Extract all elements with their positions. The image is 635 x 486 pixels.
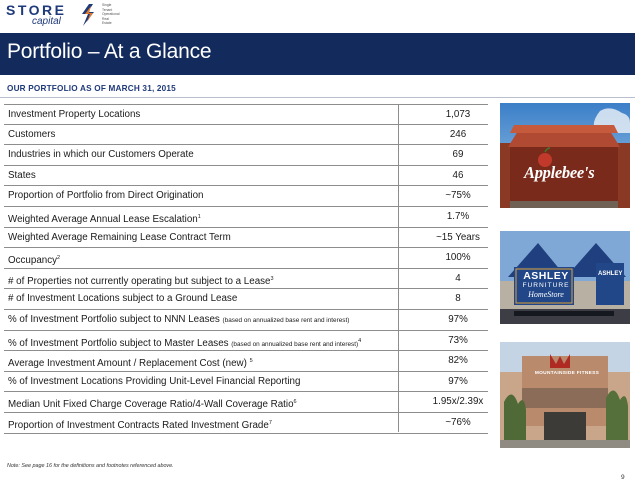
table-row	[4, 392, 488, 413]
row-label: # of Investment Locations subject to a Ground Lease	[8, 293, 238, 305]
logo-tagline: Single Tenant Operational Real Estate	[102, 3, 120, 26]
row-value: ~76%	[445, 416, 471, 428]
row-value: ~15 Years	[436, 231, 480, 243]
row-value: 69	[452, 149, 464, 161]
row-label: Occupancy$^2$	[8, 255, 61, 267]
logo-text-store: STORE	[6, 2, 67, 18]
table-row	[4, 104, 488, 125]
row-label: Median Unit Fixed Charge Coverage Ratio/4-Wall Coverage Ratio$^6$	[8, 399, 297, 411]
row-label: % of Investment Portfolio subject to Master Leases (based on annualized base rent and interest)$^4$	[8, 337, 362, 349]
row-value: 4	[455, 272, 461, 284]
table-row	[4, 166, 488, 187]
footnote: Note: See page 16 for the definitions and footnotes referenced above.	[7, 463, 174, 469]
row-value: 1,073	[445, 109, 471, 120]
table-row	[4, 145, 488, 166]
row-value: 97%	[448, 313, 468, 325]
logo-mark-icon	[79, 3, 97, 27]
applebees-sign-text: Applebee's	[524, 163, 595, 182]
page-title: Portfolio – At a Glance	[7, 40, 212, 63]
ashley-sign-line2: FURNITURE	[522, 282, 570, 289]
row-value: 82%	[448, 355, 468, 367]
table-row	[4, 289, 488, 310]
row-label: Investment Property Locations	[8, 109, 141, 120]
row-value: 1.95x/2.39x	[432, 396, 484, 408]
page-number: 9	[621, 474, 625, 481]
row-value: ~75%	[445, 190, 471, 202]
table-row	[4, 186, 488, 207]
section-subtitle: OUR PORTFOLIO AS OF MARCH 31, 2015	[7, 84, 176, 93]
row-label: Proportion of Portfolio from Direct Origination	[8, 190, 204, 202]
store-capital-logo	[6, 2, 136, 30]
portfolio-stats-table	[4, 104, 488, 434]
ashley-sign-line3: HomeStore	[528, 290, 564, 299]
row-value: 73%	[448, 334, 468, 346]
table-row	[4, 269, 488, 290]
mountainside-sign-text: MOUNTAINSIDE FITNESS	[534, 371, 600, 376]
table-row	[4, 228, 488, 249]
divider	[0, 97, 635, 98]
row-value: 246	[449, 128, 467, 140]
title-bar	[0, 33, 635, 75]
table-row	[4, 310, 488, 331]
row-label: % of Investment Locations Providing Unit-Level Financial Reporting	[8, 375, 301, 387]
row-label: Weighted Average Remaining Lease Contract Term	[8, 231, 231, 243]
row-label: Weighted Average Annual Lease Escalation$^1$	[8, 213, 201, 225]
table-row	[4, 207, 488, 228]
ashley-furniture-photo	[500, 231, 630, 324]
table-row	[4, 331, 488, 352]
table-row	[4, 248, 488, 269]
table-row	[4, 372, 488, 393]
table-row	[4, 413, 488, 434]
row-value: 8	[455, 293, 461, 305]
mountainside-fitness-photo	[500, 342, 630, 448]
row-label: % of Investment Portfolio subject to NNN Leases (based on annualized base rent and interest)	[8, 313, 350, 325]
logo-text-capital: capital	[32, 16, 61, 27]
row-value: 1.7%	[446, 210, 470, 222]
table-row	[4, 125, 488, 146]
row-label: # of Properties not currently operating but subject to a Lease$^3$	[8, 275, 274, 287]
row-label: Industries in which our Customers Operate	[8, 149, 194, 161]
ashley-side-sign: ASHLEY	[598, 271, 623, 277]
ashley-sign-line1: ASHLEY	[523, 270, 569, 282]
row-value: 97%	[448, 375, 468, 387]
row-value: 46	[452, 169, 464, 181]
row-value: 100%	[445, 252, 471, 264]
row-label: Average Investment Amount / Replacement Cost (new) $^5$	[8, 358, 253, 370]
table-column-divider	[398, 104, 399, 432]
row-label: States	[8, 169, 36, 181]
table-row	[4, 351, 488, 372]
row-label: Customers	[8, 128, 56, 140]
applebees-photo	[500, 103, 630, 208]
row-label: Proportion of Investment Contracts Rated Investment Grade$^7$	[8, 419, 272, 431]
